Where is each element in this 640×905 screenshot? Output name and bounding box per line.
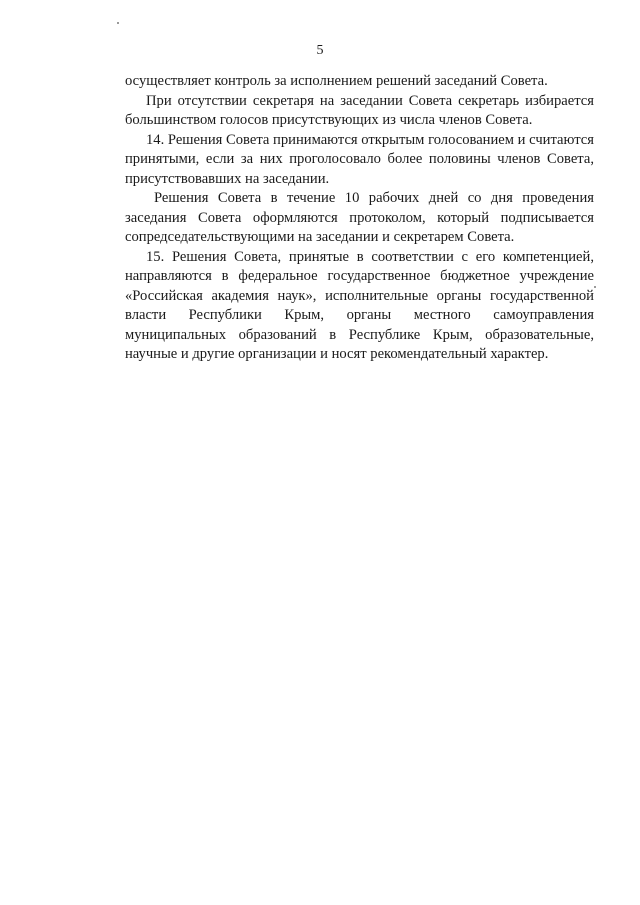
paragraph: 14. Решения Совета принимаются открытым голосованием и считаются принятыми, если за них проголосовало более половины членов Совета, присутствовавших на заседании. xyxy=(125,131,594,187)
paragraph: 15. Решения Совета, принятые в соответствии с его компетенцией, направляются в федеральное государственное бюджетное учреждение «Российская академия наук», исполнительные органы государственной власти Республики Крым, органы местного самоуправления муниципальных образований в Республике Крым, образовательные, научные и другие организации и носят рекомендательный характер. xyxy=(125,248,594,362)
paragraph: При отсутствии секретаря на заседании Совета секретарь избирается большинством голосов присутствующих из числа членов Совета. xyxy=(125,92,594,128)
paragraph: Решения Совета в течение 10 рабочих дней со дня проведения заседания Совета оформляются протоколом, который подписывается сопредседательствующими на заседании и секретарем Совета. xyxy=(125,190,594,245)
scan-speck xyxy=(594,286,596,288)
page-number: 5 xyxy=(316,43,324,58)
paragraph: осуществляет контроль за исполнением решений заседаний Совета. xyxy=(125,73,548,89)
scan-speck xyxy=(117,22,119,24)
document-body xyxy=(125,72,594,365)
